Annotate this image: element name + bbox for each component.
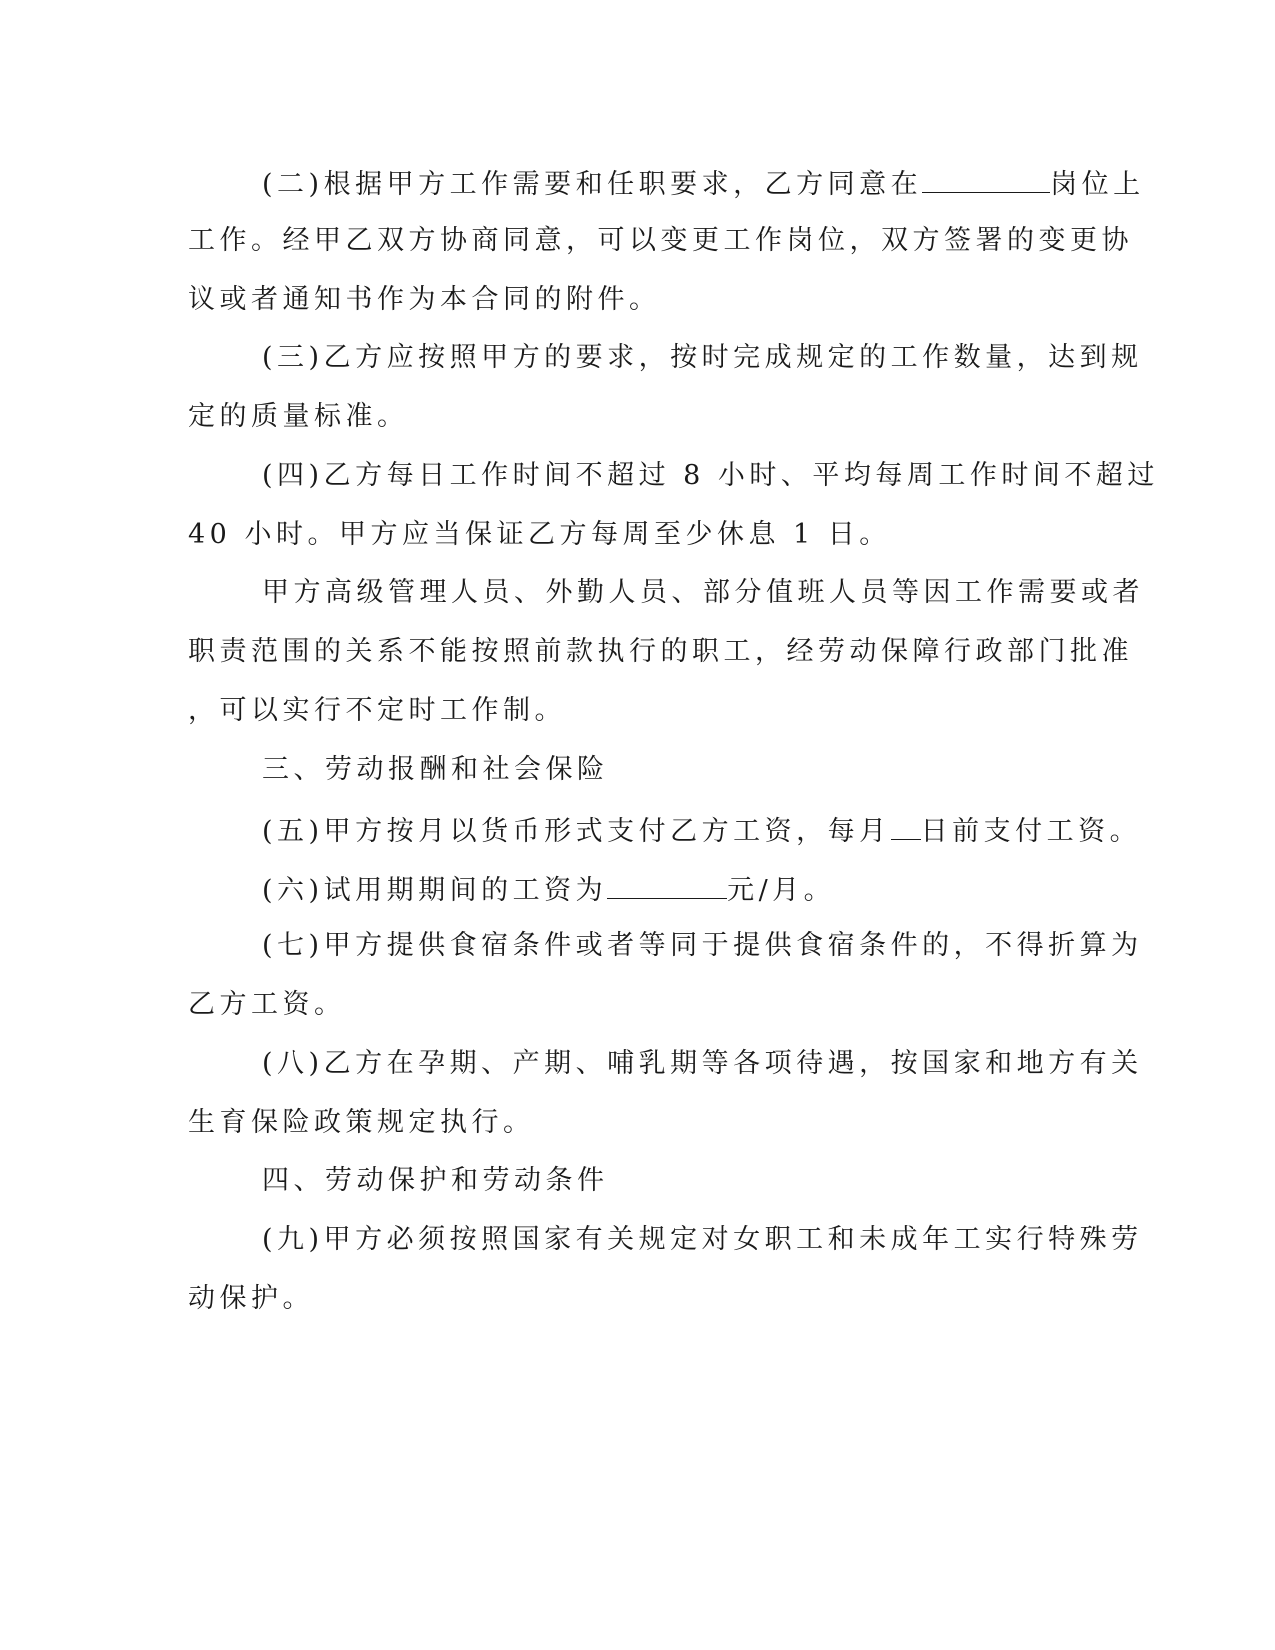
clause-7-line-2: 乙方工资。: [188, 989, 346, 1020]
clause-2-line-3: 议或者通知书作为本合同的附件。: [188, 284, 661, 315]
clause-8-line-2: 生育保险政策规定执行。: [188, 1107, 535, 1138]
clause-9-line-1: (九)甲方必须按照国家有关规定对女职工和未成年工实行特殊劳: [262, 1224, 1143, 1255]
clause-5-line-1: [262, 813, 1141, 845]
clause-4-line-2: 40 小时。甲方应当保证乙方每周至少休息 1 日。: [188, 519, 891, 550]
clause-4-exception-line-3: ，可以实行不定时工作制。: [188, 695, 566, 726]
clause-4-exception-line-1: 甲方高级管理人员、外勤人员、部分值班人员等因工作需要或者: [262, 577, 1144, 608]
payday-blank-field[interactable]: [891, 813, 921, 840]
clause-5-text: (五)甲方按月以货币形式支付乙方工资，每月: [262, 816, 891, 847]
clause-3-line-1: (三)乙方应按照甲方的要求，按时完成规定的工作数量，达到规: [262, 342, 1143, 373]
clause-2-suffix: 岗位上: [1050, 169, 1145, 200]
clause-5-suffix: 日前支付工资。: [920, 816, 1142, 847]
probation-wage-blank-field[interactable]: [607, 872, 727, 899]
clause-2-text: (二)根据甲方工作需要和任职要求，乙方同意在: [262, 169, 923, 200]
clause-2-line-1: [262, 166, 1145, 198]
clause-2-line-2: 工作。经甲乙双方协商同意，可以变更工作岗位，双方签署的变更协: [188, 225, 1133, 256]
clause-4-exception-line-2: 职责范围的关系不能按照前款执行的职工，经劳动保障行政部门批准: [188, 636, 1133, 667]
clause-3-line-2: 定的质量标准。: [188, 401, 409, 432]
clause-9-line-2: 动保护。: [188, 1283, 314, 1314]
section-4-heading: 四、劳动保护和劳动条件: [262, 1165, 609, 1196]
clause-7-line-1: (七)甲方提供食宿条件或者等同于提供食宿条件的，不得折算为: [262, 930, 1143, 961]
clause-4-line-1: (四)乙方每日工作时间不超过 8 小时、平均每周工作时间不超过: [262, 460, 1159, 491]
clause-6-suffix: 元/月。: [727, 875, 836, 906]
section-3-heading: 三、劳动报酬和社会保险: [262, 754, 609, 785]
clause-6-line-1: [262, 872, 835, 904]
position-blank-field[interactable]: [922, 166, 1050, 193]
clause-8-line-1: (八)乙方在孕期、产期、哺乳期等各项待遇，按国家和地方有关: [262, 1048, 1143, 1079]
clause-6-text: (六)试用期期间的工资为: [262, 875, 608, 906]
